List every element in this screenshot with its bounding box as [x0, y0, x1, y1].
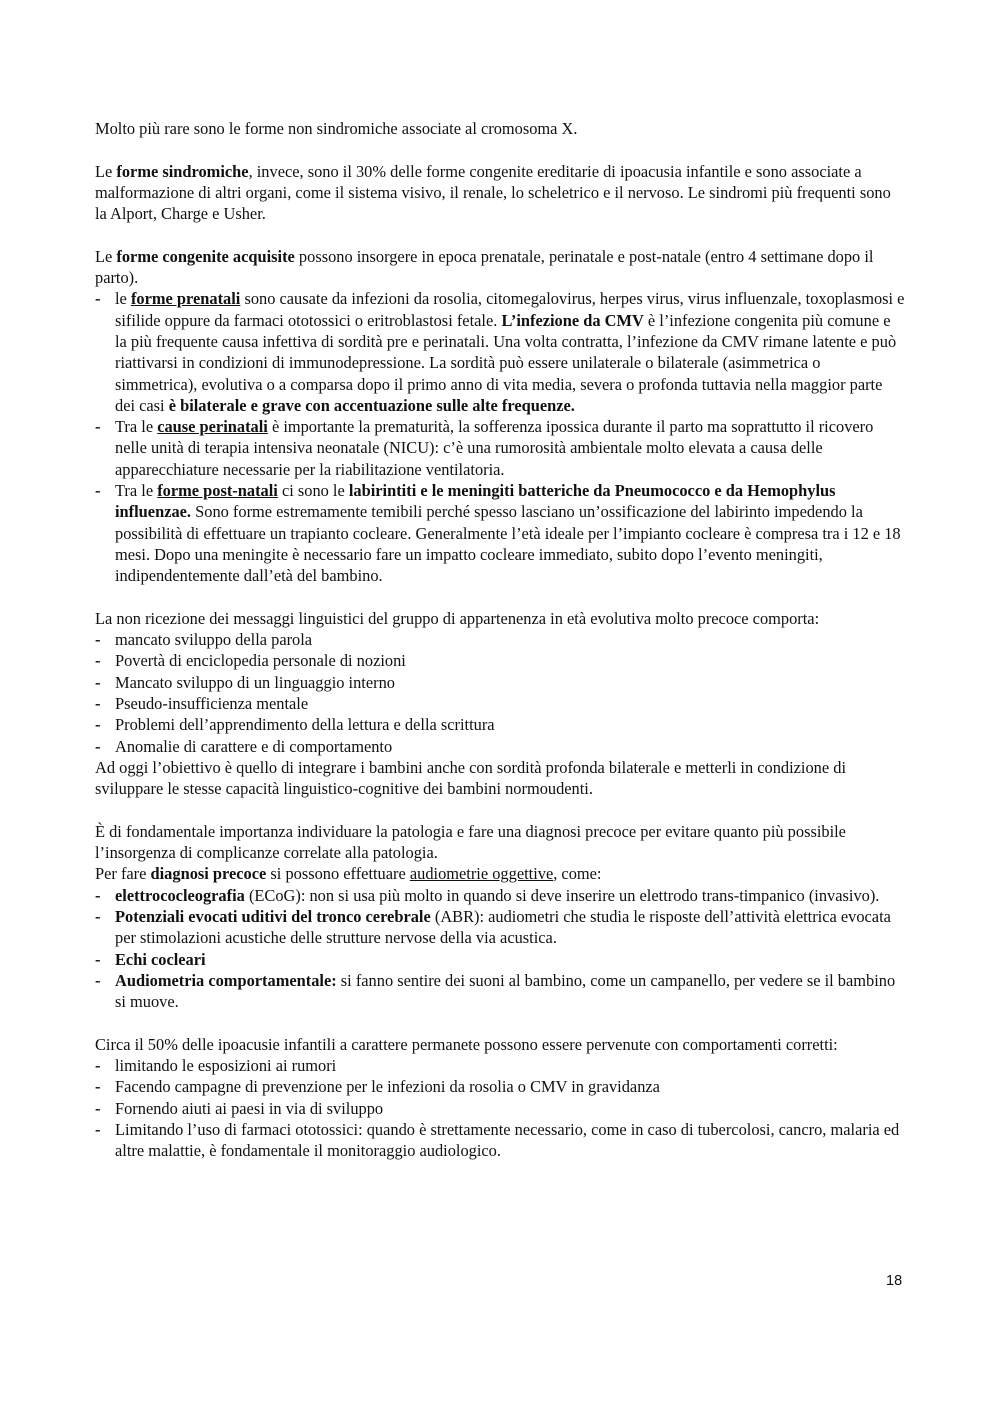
text-run: ci sono le	[277, 481, 349, 501]
text-run: Fornendo aiuti ai paesi in via di sviluppo	[115, 1098, 384, 1118]
text-run: Le	[95, 246, 117, 266]
list-item	[95, 906, 905, 949]
text-run: si fanno sentire dei suoni al bambino, come un campanello, per vedere se il bambino si muove.	[115, 970, 896, 1012]
text-run: (ECoG): non si usa più molto in quando si deve inserire un elettrodo trans-timpanico (invasivo).	[244, 885, 880, 905]
text-run: è importante la prematurità, la sofferenza ipossica durante il parto ma soprattutto il ricovero nelle unità di terapia intensiva neonatale (NICU): c’è una rumorosità ambientale molto elevata a causa delle apparecchiature necessarie per la riabilitazione ventilatoria.	[115, 417, 874, 479]
bold-text: forme post-natali	[157, 481, 278, 501]
text-run: Circa il 50% delle ipoacusie infantili a carattere permanete possono essere pervenute con comportamenti corretti:	[95, 1034, 838, 1054]
text-run: Facendo campagne di prevenzione per le infezioni da rosolia o CMV in gravidanza	[115, 1077, 660, 1097]
list-item	[95, 1076, 905, 1097]
text-run: Ad oggi l’obiettivo è quello di integrare i bambini anche con sordità profonda bilaterale e metterli in condizione di sviluppare le stesse capacità linguistico-cognitive dei bambini normoudenti.	[95, 757, 846, 799]
text-run: Mancato sviluppo di un linguaggio interno	[115, 672, 395, 692]
list-item	[95, 1055, 905, 1076]
page-body	[95, 118, 905, 1162]
list-item	[95, 885, 905, 906]
text-run: , come:	[553, 864, 602, 884]
paragraph-spacer	[95, 224, 905, 245]
paragraph	[95, 821, 905, 864]
bold-text: è bilaterale e grave con accentuazione sulle alte frequenze.	[168, 395, 575, 415]
paragraph-spacer	[95, 587, 905, 608]
page-number: 18	[886, 1273, 903, 1289]
text-run: è l’infezione congenita più comune e la più frequente causa infettiva di sordità pre e perinatali. Una volta contratta, l’infezione da CMV rimane latente e può riattivarsi in condizioni di immunodepressione. La sordità può essere unilaterale o bilaterale (asimmetrica o simmetrica), evolutiva o a comparsa dopo il primo anno di vita media, severa o profonda tuttavia nella maggior parte dei casi	[115, 310, 897, 415]
paragraph	[95, 161, 905, 225]
list-item	[95, 288, 905, 416]
list-item	[95, 416, 905, 480]
list-item	[95, 1098, 905, 1119]
list-item	[95, 736, 905, 757]
text-run: Molto più rare sono le forme non sindromiche associate al cromosoma X.	[95, 119, 578, 138]
text-run: Le	[95, 161, 117, 181]
paragraph	[95, 118, 905, 139]
bold-text: Potenziali evocati uditivi del tronco cerebrale	[115, 906, 431, 926]
list-item	[95, 693, 905, 714]
bold-text: forme congenite acquisite	[116, 246, 295, 266]
bullet-list	[95, 288, 905, 586]
text-run: Sono forme estremamente temibili perché spesso lasciano un’ossificazione del labirinto impedendo la possibilità di effettuare un trapianto cocleare. Generalmente l’età ideale per l’impianto cocleare è compresa tra i 12 e 18 mesi. Dopo una meningite è necessario fare un impatto cocleare immediato, subito dopo l’evento meningiti, indipendentemente dall’età del bambino.	[115, 502, 901, 586]
bold-text: forme sindromiche	[116, 161, 249, 181]
list-item	[95, 949, 905, 970]
text-run: È di fondamentale importanza individuare la patologia e fare una diagnosi precoce per evitare quanto più possibile l’insorgenza di complicanze correlate alla patologia.	[95, 821, 846, 863]
text-run: Limitando l’uso di farmaci ototossici: quando è strettamente necessario, come in caso di tubercolosi, cancro, malaria ed altre malattie, è fondamentale il monitoraggio audiologico.	[115, 1119, 900, 1161]
paragraph	[95, 863, 905, 884]
bold-text: diagnosi precoce	[150, 864, 267, 884]
bold-text: cause perinatali	[157, 417, 268, 437]
list-item	[95, 629, 905, 650]
list-item	[95, 650, 905, 671]
paragraph	[95, 757, 905, 800]
list-item	[95, 480, 905, 586]
text-run: sono causate da infezioni da rosolia, citomegalovirus, herpes virus, virus influenzale, toxoplasmosi e sifilide oppure da farmaci ototossici o eritroblastosi fetale.	[115, 289, 905, 330]
text-run: le	[115, 289, 131, 309]
text-run: , invece, sono il 30% delle forme congenite ereditarie di ipoacusia infantile e sono associate a malformazione di altri organi, come il sistema visivo, il renale, lo scheletrico e il nervoso. Le sindromi più frequenti sono la Alport, Charge e Usher.	[95, 161, 891, 224]
paragraph-spacer	[95, 139, 905, 160]
bold-text: labirintiti e le meningiti batteriche da Pneumococco e da Hemophylus influenzae.	[115, 481, 836, 522]
bullet-list	[95, 629, 905, 757]
text-run: La non ricezione dei messaggi linguistici del gruppo di appartenenza in età evolutiva molto precoce comporta:	[95, 608, 820, 628]
text-run: Tra le	[115, 417, 158, 437]
paragraph	[95, 1034, 905, 1055]
bold-text: Echi cocleari	[115, 949, 206, 969]
text-run: si possono effettuare	[266, 864, 410, 884]
paragraph-spacer	[95, 800, 905, 821]
text-run: possono insorgere in epoca prenatale, perinatale e post-natale (entro 4 settimane dopo il parto).	[95, 246, 874, 288]
bold-text: forme prenatali	[130, 289, 241, 309]
bullet-list	[95, 885, 905, 1013]
list-item	[95, 970, 905, 1013]
text-run: Pseudo-insufficienza mentale	[115, 694, 309, 714]
list-item	[95, 714, 905, 735]
paragraph-spacer	[95, 1012, 905, 1033]
text-run: mancato sviluppo della parola	[115, 630, 313, 650]
paragraph	[95, 608, 905, 629]
bold-text: elettrococleografia	[115, 885, 245, 905]
text-run: Povertà di enciclopedia personale di nozioni	[115, 651, 406, 671]
list-item	[95, 1119, 905, 1162]
text-run: limitando le esposizioni ai rumori	[115, 1056, 337, 1076]
bullet-list	[95, 1055, 905, 1161]
paragraph	[95, 246, 905, 289]
text-run: Anomalie di carattere e di comportamento	[115, 736, 393, 756]
bold-text: Audiometria comportamentale:	[115, 970, 337, 990]
text-run: Per fare	[95, 864, 151, 884]
bold-text: L’infezione da CMV	[501, 310, 644, 330]
text-run: Problemi dell’apprendimento della lettura e della scrittura	[115, 715, 495, 735]
text-run: Tra le	[115, 481, 158, 501]
text-run: (ABR): audiometri che studia le risposte dell’attività elettrica evocata per stimolazioni acustiche delle strutture nervose della via acustica.	[115, 906, 891, 948]
list-item	[95, 672, 905, 693]
underlined-text: audiometrie oggettive	[409, 864, 554, 884]
